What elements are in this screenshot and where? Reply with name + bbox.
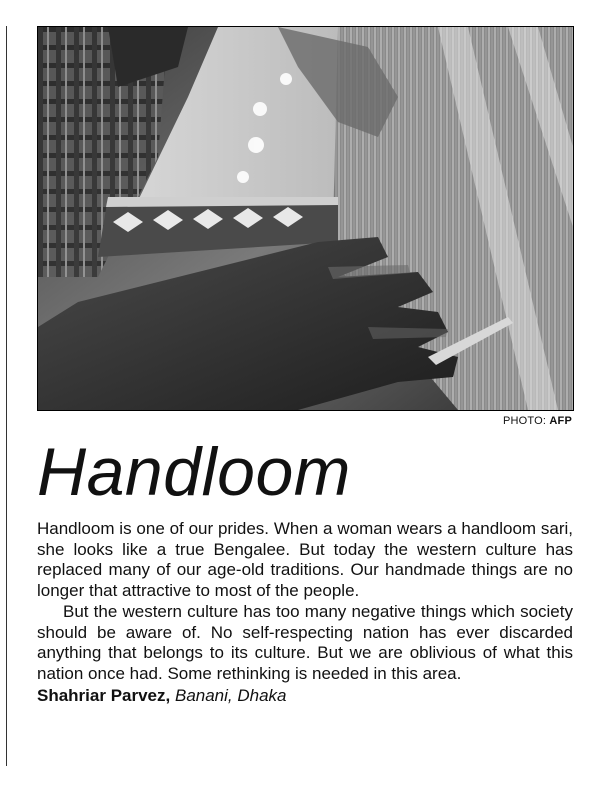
byline-author: Shahriar Parvez, bbox=[37, 685, 171, 705]
photo-credit-source: AFP bbox=[549, 415, 572, 427]
article-paragraph: But the western culture has too many negative things which society should be aware of. No self-respecting nation has ever discarded anything that belongs to its culture. But we are oblivious of what this nation once had. Some rethinking is needed in this area. bbox=[37, 601, 573, 683]
column-rule bbox=[6, 26, 7, 766]
photo-credit-label: PHOTO: bbox=[502, 415, 550, 427]
article-body bbox=[37, 519, 573, 706]
article-headline: Handloom bbox=[37, 434, 351, 510]
byline-location: Banani, Dhaka bbox=[174, 685, 287, 705]
loom-weaving-photo bbox=[38, 27, 573, 410]
article-photo bbox=[37, 26, 574, 411]
article-byline bbox=[37, 685, 573, 706]
photo-credit bbox=[503, 415, 572, 427]
article-paragraph: Handloom is one of our prides. When a woman wears a handloom sari, she looks like a true Bengalee. But today the western culture has replaced many of our age-old traditions. Our handmade things are no longer that attractive to most of the people. bbox=[37, 519, 573, 601]
